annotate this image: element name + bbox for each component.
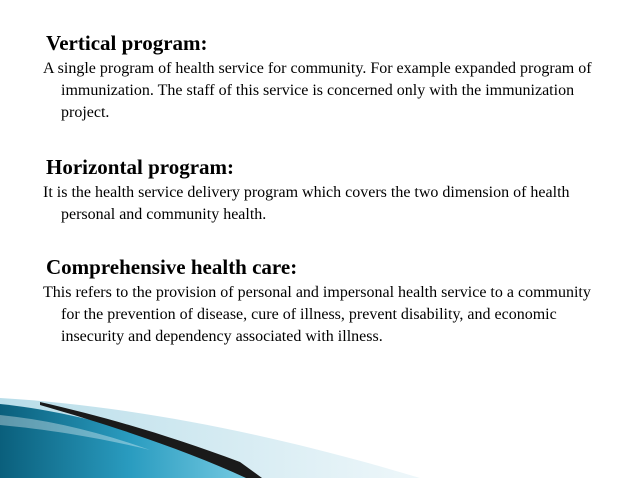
white-highlight-shape xyxy=(0,415,150,450)
pale-swoosh-shape xyxy=(0,398,420,478)
section-heading: Comprehensive health care: xyxy=(46,255,298,279)
section-vertical-program xyxy=(43,30,606,124)
teal-swoosh-shape xyxy=(0,404,262,478)
section-body: It is the health service delivery program which covers the two dimension of health personal and community health. xyxy=(43,184,570,223)
section-horizontal-program xyxy=(43,154,606,226)
section-heading: Horizontal program: xyxy=(46,155,234,179)
dark-band-shape xyxy=(40,402,262,478)
section-body: A single program of health service for community. For example expanded program of immunization. The staff of this service is concerned only with the immunization project. xyxy=(43,60,592,121)
section-comprehensive-health-care xyxy=(43,254,606,348)
section-heading: Vertical program: xyxy=(46,31,208,55)
section-body: This refers to the provision of personal and impersonal health service to a community for the prevention of disease, cure of illness, prevent disability, and economic insecurity and dependency associated with illness. xyxy=(43,284,591,345)
